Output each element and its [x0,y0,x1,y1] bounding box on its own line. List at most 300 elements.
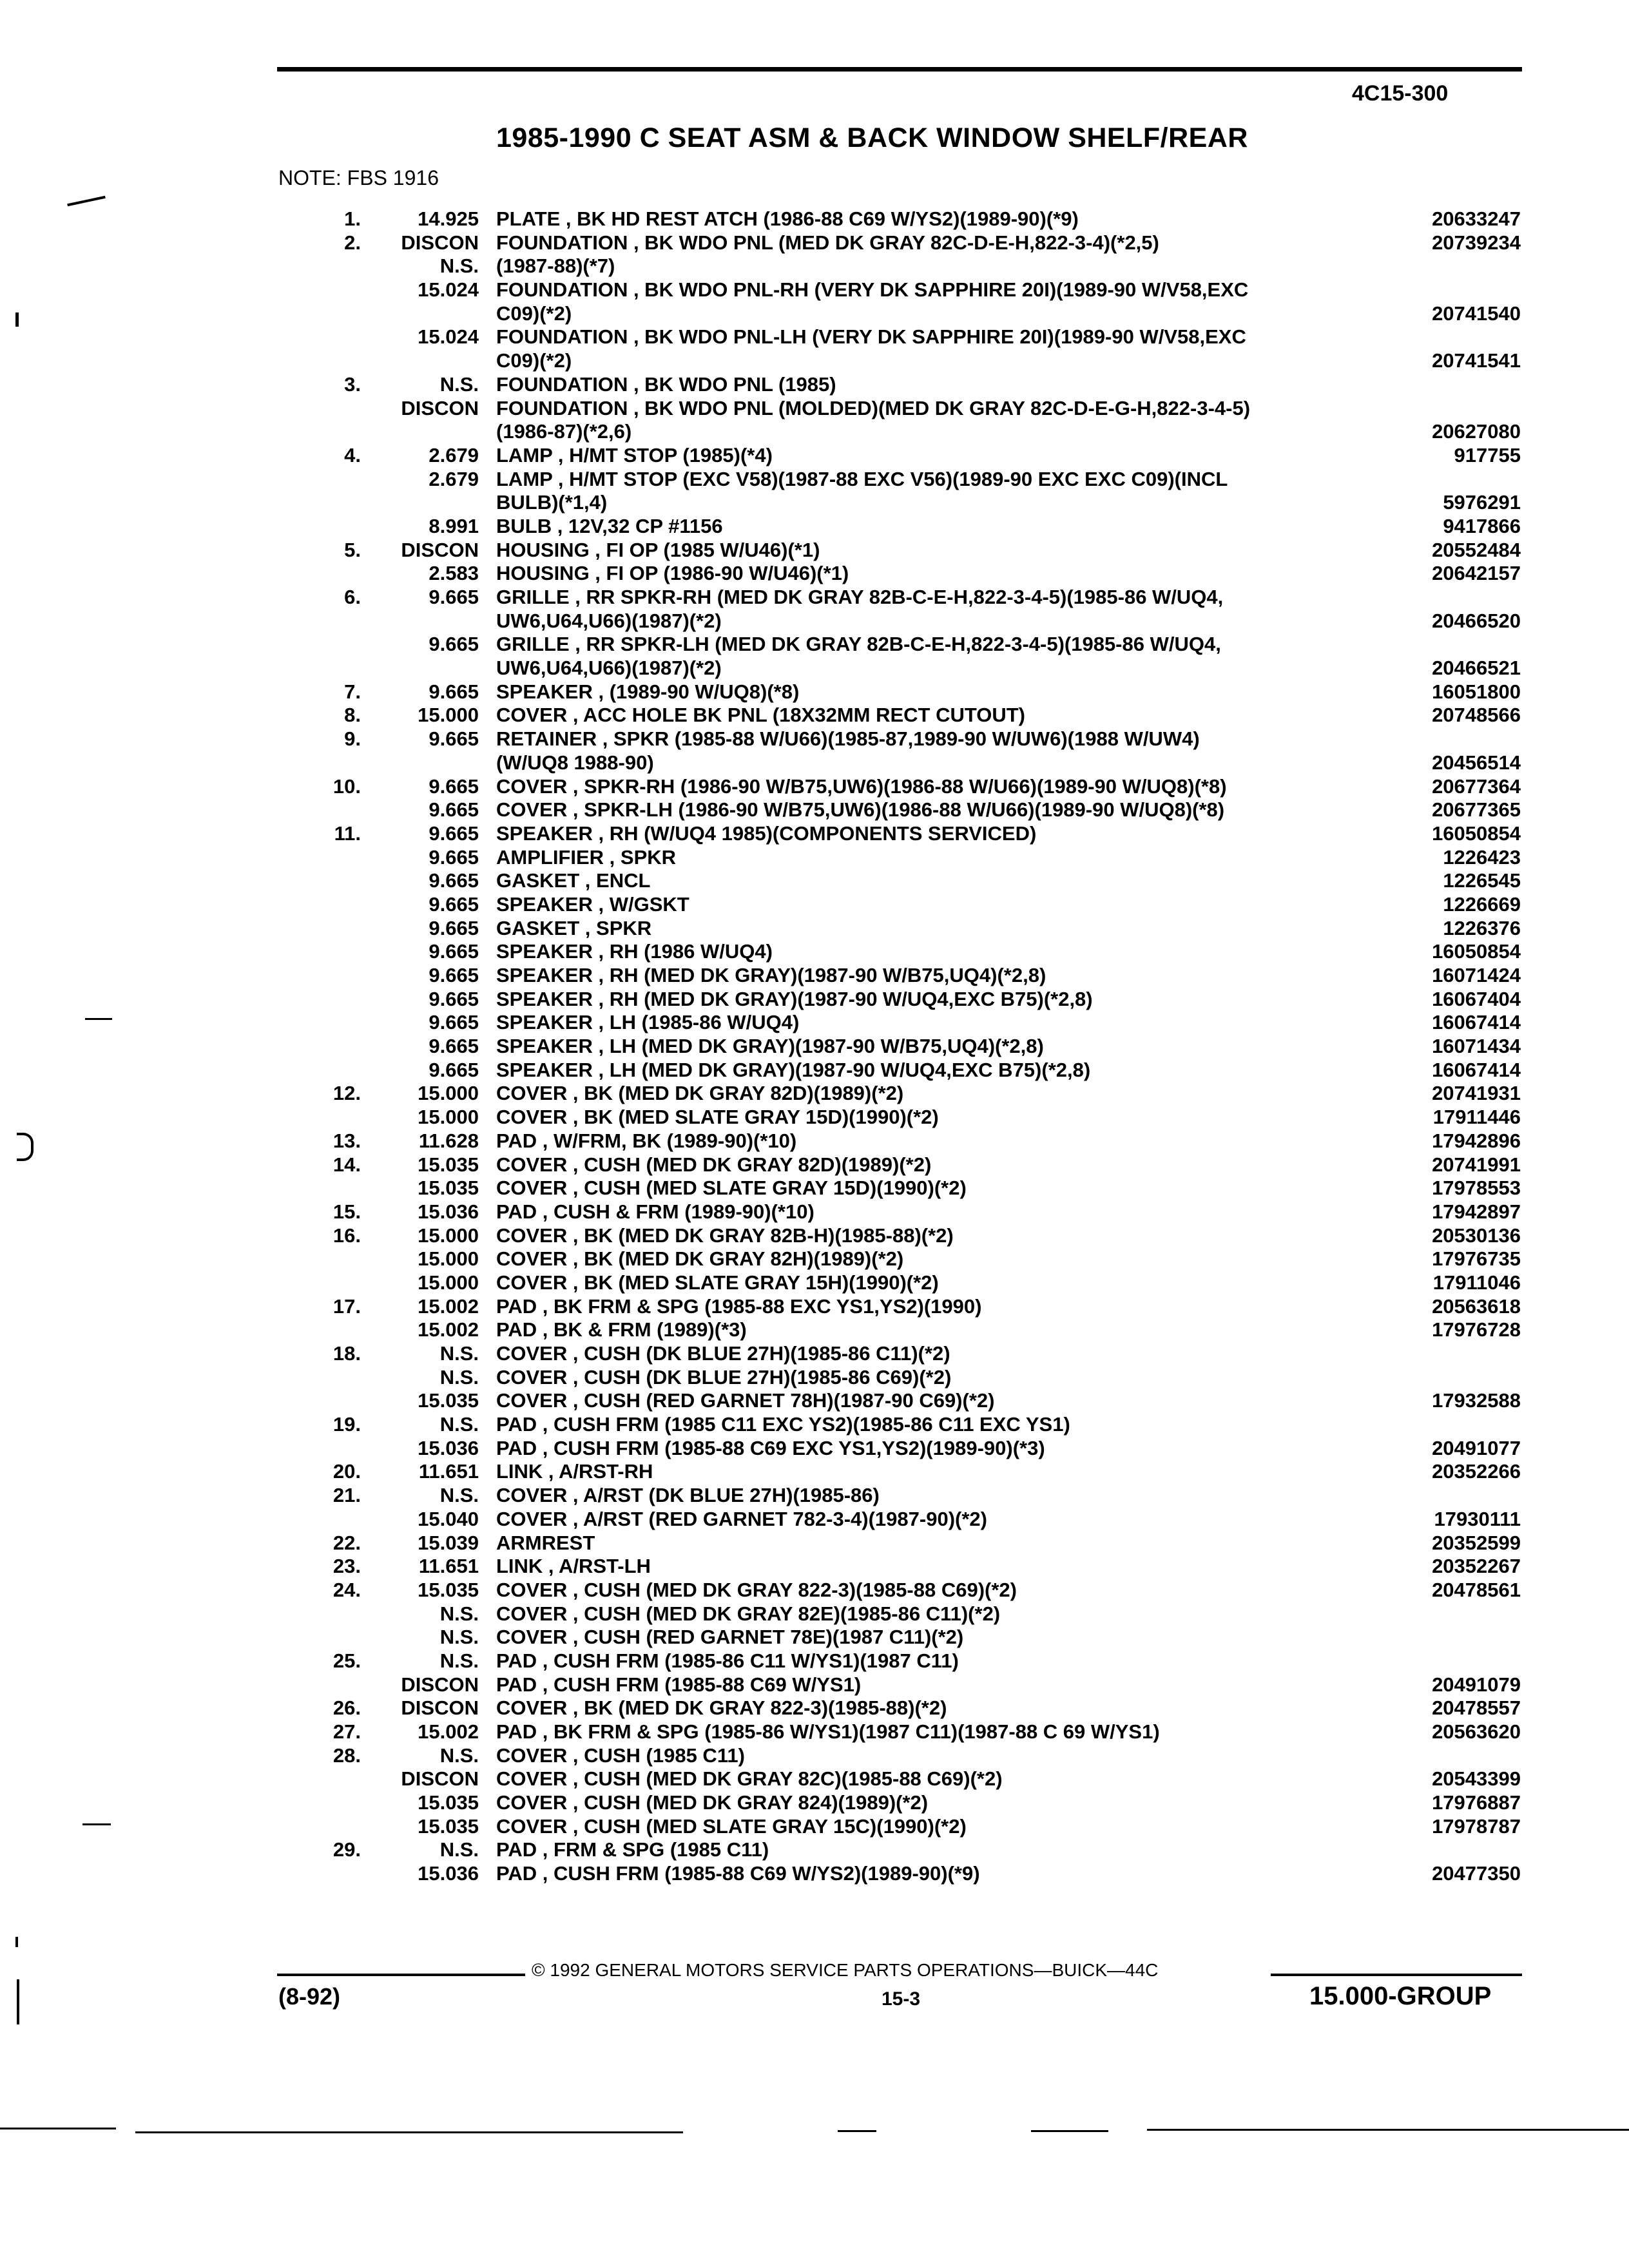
dot-leader [496,1546,1384,1549]
group-number: 9.665 [429,822,479,845]
margin-mark [15,312,19,327]
part-row [0,586,1629,610]
part-description [496,610,1384,633]
group-number: 9.665 [429,845,479,869]
margin-mark [15,1937,18,1947]
part-number: 1226669 [1443,892,1521,916]
part-number: 16067414 [1432,1011,1521,1034]
part-number: 17942897 [1432,1200,1521,1223]
description-text: SPEAKER , RH (MED DK GRAY)(1987-90 W/B75,UQ4)(*2,8) [496,964,1050,986]
group-number: N.S. [439,1649,479,1672]
part-row [0,633,1629,657]
part-row [0,491,1629,515]
description-text: SPEAKER , RH (W/UQ4 1985)(COMPONENTS SERVICED) [496,822,1040,845]
part-number: 20352266 [1432,1460,1521,1483]
part-description [496,539,1384,562]
part-row [0,1532,1629,1555]
part-number: 20491079 [1432,1673,1521,1696]
part-description [496,586,1384,610]
group-number: 15.002 [418,1294,479,1318]
footer-rule-right [1271,1974,1522,1976]
part-description [496,846,1384,870]
part-number: 20642157 [1432,562,1521,585]
part-number: 20741541 [1432,349,1521,372]
part-row [0,751,1629,775]
part-description [496,515,1384,539]
description-text: FOUNDATION , BK WDO PNL (1985) [496,373,840,396]
part-row [0,1106,1629,1129]
group-number: 9.665 [429,680,479,703]
description-text: COVER , CUSH (1985 C11) [496,1744,749,1767]
part-row [0,988,1629,1012]
group-number: 9.665 [429,916,479,939]
part-row [0,822,1629,846]
part-row [0,1460,1629,1484]
part-description [496,1602,1384,1626]
part-row [0,278,1629,302]
part-number: 20478561 [1432,1578,1521,1601]
footer-page-number: 15-3 [882,1988,921,2010]
part-description [496,1366,1384,1390]
group-number: 11.651 [418,1460,479,1483]
group-number: 15.000 [418,1082,479,1105]
dot-leader [496,270,1384,273]
part-row [0,704,1629,727]
page-code: 4C15-300 [1352,81,1449,106]
part-row [0,1177,1629,1200]
description-text: COVER , CUSH (MED SLATE GRAY 15C)(1990)(*2) [496,1815,970,1838]
part-description [496,1555,1384,1579]
description-text: COVER , A/RST (RED GARNET 782-3-4)(1987-90)(*2) [496,1508,991,1530]
part-row [0,1696,1629,1720]
ref-number: 9. [344,727,361,751]
ref-number: 26. [333,1696,361,1720]
part-number: 20741931 [1432,1082,1521,1105]
group-number: 15.035 [418,1578,479,1601]
part-row [0,539,1629,562]
description-text: PAD , CUSH FRM (1985-86 C11 W/YS1)(1987 C11) [496,1649,963,1672]
part-number: 9417866 [1443,514,1521,537]
part-number: 17976887 [1432,1791,1521,1814]
part-number: 20477350 [1432,1862,1521,1885]
group-number: 15.036 [418,1436,479,1459]
group-number: 15.035 [418,1177,479,1200]
footer-group: 15.000-GROUP [1309,1982,1492,2010]
part-description [496,1413,1384,1437]
description-text: FOUNDATION , BK WDO PNL-LH (VERY DK SAPPHIRE 20I)(1989-90 W/V58,EXC [496,325,1250,348]
part-row [0,231,1629,255]
description-text: RETAINER , SPKR (1985-88 W/U66)(1985-87,1989-90 W/UW6)(1988 W/UW4) [496,727,1204,750]
group-number: 2.583 [429,562,479,585]
ref-number: 23. [333,1555,361,1578]
group-number: 15.000 [418,1271,479,1294]
part-description [496,798,1384,822]
part-description [496,1295,1384,1319]
ref-number: 28. [333,1744,361,1767]
group-number: DISCON [401,1673,479,1696]
part-row [0,610,1629,633]
part-number: 20748566 [1432,704,1521,727]
description-text: BULB , 12V,32 CP #1156 [496,515,727,537]
group-number: DISCON [401,538,479,561]
description-text: PLATE , BK HD REST ATCH (1986-88 C69 W/YS2)(1989-90)(*9) [496,207,1083,230]
part-row [0,468,1629,492]
group-number: N.S. [439,1413,479,1436]
description-text: (1986-87)(*2,6) [496,420,635,443]
description-text: COVER , CUSH (DK BLUE 27H)(1985-86 C69)(*2) [496,1366,955,1389]
part-description [496,917,1384,941]
part-description [496,231,1384,255]
ref-number: 3. [344,372,361,396]
part-description [496,373,1384,397]
part-row [0,397,1629,421]
part-number: 17976728 [1432,1318,1521,1341]
ref-number: 4. [344,443,361,466]
part-description [496,302,1384,326]
part-description [496,325,1384,349]
part-number: 20563618 [1432,1294,1521,1318]
ref-number: 17. [333,1294,361,1318]
part-row [0,325,1629,349]
part-description [496,1318,1384,1342]
part-description [496,940,1384,964]
description-text: UW6,U64,U66)(1987)(*2) [496,610,726,632]
description-text: C09)(*2) [496,349,575,372]
part-row [0,1059,1629,1082]
description-text: SPEAKER , RH (1986 W/UQ4) [496,940,776,963]
part-row [0,1437,1629,1461]
part-description [496,1649,1384,1673]
margin-mark [82,1823,111,1825]
description-text: FOUNDATION , BK WDO PNL-RH (VERY DK SAPPHIRE 20I)(1989-90 W/V58,EXC [496,278,1252,301]
part-description [496,1011,1384,1035]
margin-mark [85,1018,112,1020]
part-row [0,1035,1629,1059]
part-description [496,964,1384,988]
scan-edge-line [0,2128,116,2129]
part-description [496,727,1384,751]
group-number: 15.036 [418,1200,479,1223]
part-row [0,940,1629,964]
description-text: C09)(*2) [496,302,575,325]
part-number: 17978553 [1432,1177,1521,1200]
margin-mark [17,1979,19,2024]
group-number: 9.665 [429,586,479,608]
description-text: (1987-88)(*7) [496,255,619,277]
description-text: (W/UQ8 1988-90) [496,751,658,774]
group-number: 15.035 [418,1791,479,1814]
description-text: COVER , CUSH (RED GARNET 78E)(1987 C11)(*2) [496,1626,967,1648]
description-text: COVER , CUSH (MED DK GRAY 82E)(1985-86 C11)(*2) [496,1602,1004,1625]
part-description [496,1082,1384,1106]
part-row [0,1767,1629,1791]
part-description [496,988,1384,1012]
group-number: N.S. [439,1365,479,1389]
part-number: 17932588 [1432,1389,1521,1412]
description-text: PAD , CUSH FRM (1985-88 C69 W/YS2)(1989-90)(*9) [496,1862,984,1885]
group-number: 15.000 [418,704,479,727]
description-text: COVER , CUSH (MED DK GRAY 822-3)(1985-88 C69)(*2) [496,1579,1021,1601]
part-number: 1226423 [1443,845,1521,869]
footer-copyright: © 1992 GENERAL MOTORS SERVICE PARTS OPERATIONS—BUICK—44C [532,1960,1159,1980]
group-number: N.S. [439,1838,479,1861]
part-description [496,1532,1384,1555]
group-number: 9.665 [429,869,479,892]
part-row [0,1200,1629,1224]
part-description [496,775,1384,799]
description-text: COVER , SPKR-RH (1986-90 W/B75,UW6)(1986-88 W/U66)(1989-90 W/UQ8)(*8) [496,775,1231,798]
part-row [0,798,1629,822]
group-number: 15.035 [418,1153,479,1176]
part-number: 20677365 [1432,798,1521,822]
part-row [0,1271,1629,1295]
part-row [0,1224,1629,1248]
part-row [0,1579,1629,1602]
part-description [496,1791,1384,1815]
part-row [0,562,1629,586]
part-row [0,207,1629,231]
part-number: 20352267 [1432,1555,1521,1578]
part-row [0,846,1629,870]
part-description [496,1271,1384,1295]
part-description [496,1838,1384,1862]
description-text: COVER , BK (MED DK GRAY 82D)(1989)(*2) [496,1082,907,1104]
ref-number: 10. [333,774,361,798]
part-number: 20627080 [1432,420,1521,443]
description-text: PAD , CUSH FRM (1985-88 C69 W/YS1) [496,1673,865,1696]
description-text: AMPLIFIER , SPKR [496,846,680,869]
description-text: PAD , W/FRM, BK (1989-90)(*10) [496,1129,800,1152]
ref-number: 25. [333,1649,361,1672]
part-row [0,727,1629,751]
part-row [0,1389,1629,1413]
group-number: 14.925 [418,207,479,230]
description-text: PAD , CUSH & FRM (1989-90)(*10) [496,1200,818,1223]
description-text: PAD , CUSH FRM (1985-88 C69 EXC YS1,YS2)(1989-90)(*3) [496,1437,1049,1459]
ref-number: 14. [333,1153,361,1176]
part-description [496,444,1384,468]
description-text: ARMREST [496,1532,599,1554]
description-text: LAMP , H/MT STOP (EXC V58)(1987-88 EXC V56)(1989-90 EXC EXC C09)(INCL [496,468,1231,490]
group-number: 9.665 [429,987,479,1010]
part-number: 17930111 [1434,1507,1521,1530]
part-description [496,255,1384,278]
part-number: 20530136 [1432,1224,1521,1247]
group-number: DISCON [401,1767,479,1791]
part-row [0,657,1629,680]
part-row [0,1720,1629,1744]
part-number: 20563620 [1432,1720,1521,1743]
part-row [0,1318,1629,1342]
description-text: SPEAKER , LH (1985-86 W/UQ4) [496,1011,803,1033]
part-row [0,1744,1629,1768]
group-number: N.S. [439,1626,479,1649]
ref-number: 15. [333,1200,361,1223]
part-description [496,1815,1384,1839]
description-text: GASKET , ENCL [496,869,654,892]
part-row [0,680,1629,704]
ref-number: 8. [344,704,361,727]
group-number: 11.628 [418,1129,479,1152]
description-text: SPEAKER , LH (MED DK GRAY)(1987-90 W/UQ4,EXC B75)(*2,8) [496,1059,1094,1081]
part-number: 16071434 [1432,1035,1521,1058]
part-description [496,207,1384,231]
group-number: 9.665 [429,727,479,751]
part-number: 5976291 [1443,491,1521,514]
part-number: 20456514 [1432,751,1521,774]
ref-number: 21. [333,1484,361,1507]
part-number: 16071424 [1432,964,1521,986]
part-description [496,657,1384,680]
part-number: 20478557 [1432,1696,1521,1720]
group-number: N.S. [439,372,479,396]
part-description [496,1696,1384,1720]
ref-number: 24. [333,1578,361,1601]
group-number: N.S. [439,1602,479,1625]
ref-number: 16. [333,1224,361,1247]
group-number: 15.039 [418,1531,479,1554]
part-row [0,444,1629,468]
part-row [0,1673,1629,1697]
description-text: GRILLE , RR SPKR-RH (MED DK GRAY 82B-C-E-H,822-3-4-5)(1985-86 W/UQ4, [496,586,1227,608]
part-number: 20466521 [1432,657,1521,680]
group-number: 2.679 [429,467,479,490]
part-number: 16051800 [1432,680,1521,703]
part-row [0,1295,1629,1319]
part-description [496,1224,1384,1248]
description-text: COVER , A/RST (DK BLUE 27H)(1985-86) [496,1484,883,1506]
part-row [0,1082,1629,1106]
part-description [496,704,1384,727]
group-number: 15.000 [418,1247,479,1271]
part-description [496,420,1384,444]
scan-edge-line [135,2131,683,2133]
part-description [496,751,1384,775]
part-row [0,1484,1629,1508]
part-row [0,420,1629,444]
part-number: 17911446 [1432,1106,1521,1129]
part-row [0,1602,1629,1626]
description-text: COVER , CUSH (MED DK GRAY 824)(1989)(*2) [496,1791,932,1814]
margin-mark [17,1133,34,1161]
group-number: 15.035 [418,1814,479,1838]
dot-leader [496,317,1384,320]
part-row [0,1413,1629,1437]
ref-number: 19. [333,1413,361,1436]
part-description [496,349,1384,373]
description-text: LINK , A/RST-LH [496,1555,655,1577]
part-description [496,1484,1384,1508]
description-text: COVER , CUSH (RED GARNET 78H)(1987-90 C69)(*2) [496,1389,998,1412]
ref-number: 29. [333,1838,361,1861]
part-number: 16050854 [1432,822,1521,845]
ref-number: 18. [333,1342,361,1365]
part-description [496,1437,1384,1461]
part-description [496,1129,1384,1153]
group-number: 8.991 [429,514,479,537]
description-text: PAD , FRM & SPG (1985 C11) [496,1838,773,1861]
description-text: COVER , BK (MED SLATE GRAY 15D)(1990)(*2) [496,1106,943,1128]
ref-number: 2. [344,231,361,254]
part-number: 1226545 [1443,869,1521,892]
page-title: 1985-1990 C SEAT ASM & BACK WINDOW SHELF/REAR [496,122,1248,153]
ref-number: 20. [333,1460,361,1483]
part-number: 17976735 [1432,1247,1521,1271]
group-number: N.S. [439,1342,479,1365]
description-text: BULB)(*1,4) [496,491,611,514]
part-number: 917755 [1454,443,1521,466]
part-description [496,1247,1384,1271]
group-number: N.S. [439,255,479,278]
part-row [0,1247,1629,1271]
group-number: 11.651 [418,1555,479,1578]
part-number: 20543399 [1432,1767,1521,1791]
part-description [496,680,1384,704]
part-description [496,397,1384,421]
group-number: 2.679 [429,443,479,466]
part-description [496,1767,1384,1791]
group-number: 15.024 [418,278,479,302]
part-row [0,917,1629,941]
part-description [496,1200,1384,1224]
part-description [496,1508,1384,1532]
part-description [496,278,1384,302]
part-description [496,1035,1384,1059]
part-row [0,255,1629,278]
part-description [496,1106,1384,1129]
part-number: 20352599 [1432,1531,1521,1554]
part-row [0,1815,1629,1839]
part-row [0,1508,1629,1532]
part-number: 20552484 [1432,538,1521,561]
description-text: COVER , CUSH (DK BLUE 27H)(1985-86 C11)(*2) [496,1342,954,1365]
part-row [0,869,1629,893]
part-row [0,1011,1629,1035]
ref-number: 11. [334,822,361,845]
description-text: FOUNDATION , BK WDO PNL (MED DK GRAY 82C-D-E-H,822-3-4)(*2,5) [496,231,1163,254]
group-number: 9.665 [429,892,479,916]
part-row [0,1862,1629,1886]
part-number: 17911046 [1432,1271,1521,1294]
group-number: DISCON [401,396,479,419]
part-row [0,515,1629,539]
group-number: 9.665 [429,1058,479,1081]
part-description [496,869,1384,893]
top-rule [277,67,1522,72]
ref-number: 27. [333,1720,361,1743]
margin-mark [67,196,106,206]
part-row [0,1129,1629,1153]
group-number: 9.665 [429,1035,479,1058]
description-text: HOUSING , FI OP (1985 W/U46)(*1) [496,539,824,561]
part-description [496,1579,1384,1602]
ref-number: 5. [344,538,361,561]
group-number: N.S. [439,1484,479,1507]
group-number: 15.002 [418,1318,479,1341]
ref-number: 22. [333,1531,361,1554]
part-number: 17978787 [1432,1814,1521,1838]
dot-leader [496,506,1384,509]
group-number: 15.024 [418,325,479,349]
group-number: 9.665 [429,940,479,963]
description-text: COVER , BK (MED DK GRAY 82B-H)(1985-88)(*2) [496,1224,958,1247]
description-text: GRILLE , RR SPKR-LH (MED DK GRAY 82B-C-E-H,822-3-4-5)(1985-86 W/UQ4, [496,633,1225,655]
part-row [0,893,1629,917]
part-row [0,964,1629,988]
scan-edge-line [838,2130,876,2132]
description-text: FOUNDATION , BK WDO PNL (MOLDED)(MED DK GRAY 82C-D-E-G-H,822-3-4-5) [496,397,1254,419]
description-text: SPEAKER , RH (MED DK GRAY)(1987-90 W/UQ4,EXC B75)(*2,8) [496,988,1097,1010]
